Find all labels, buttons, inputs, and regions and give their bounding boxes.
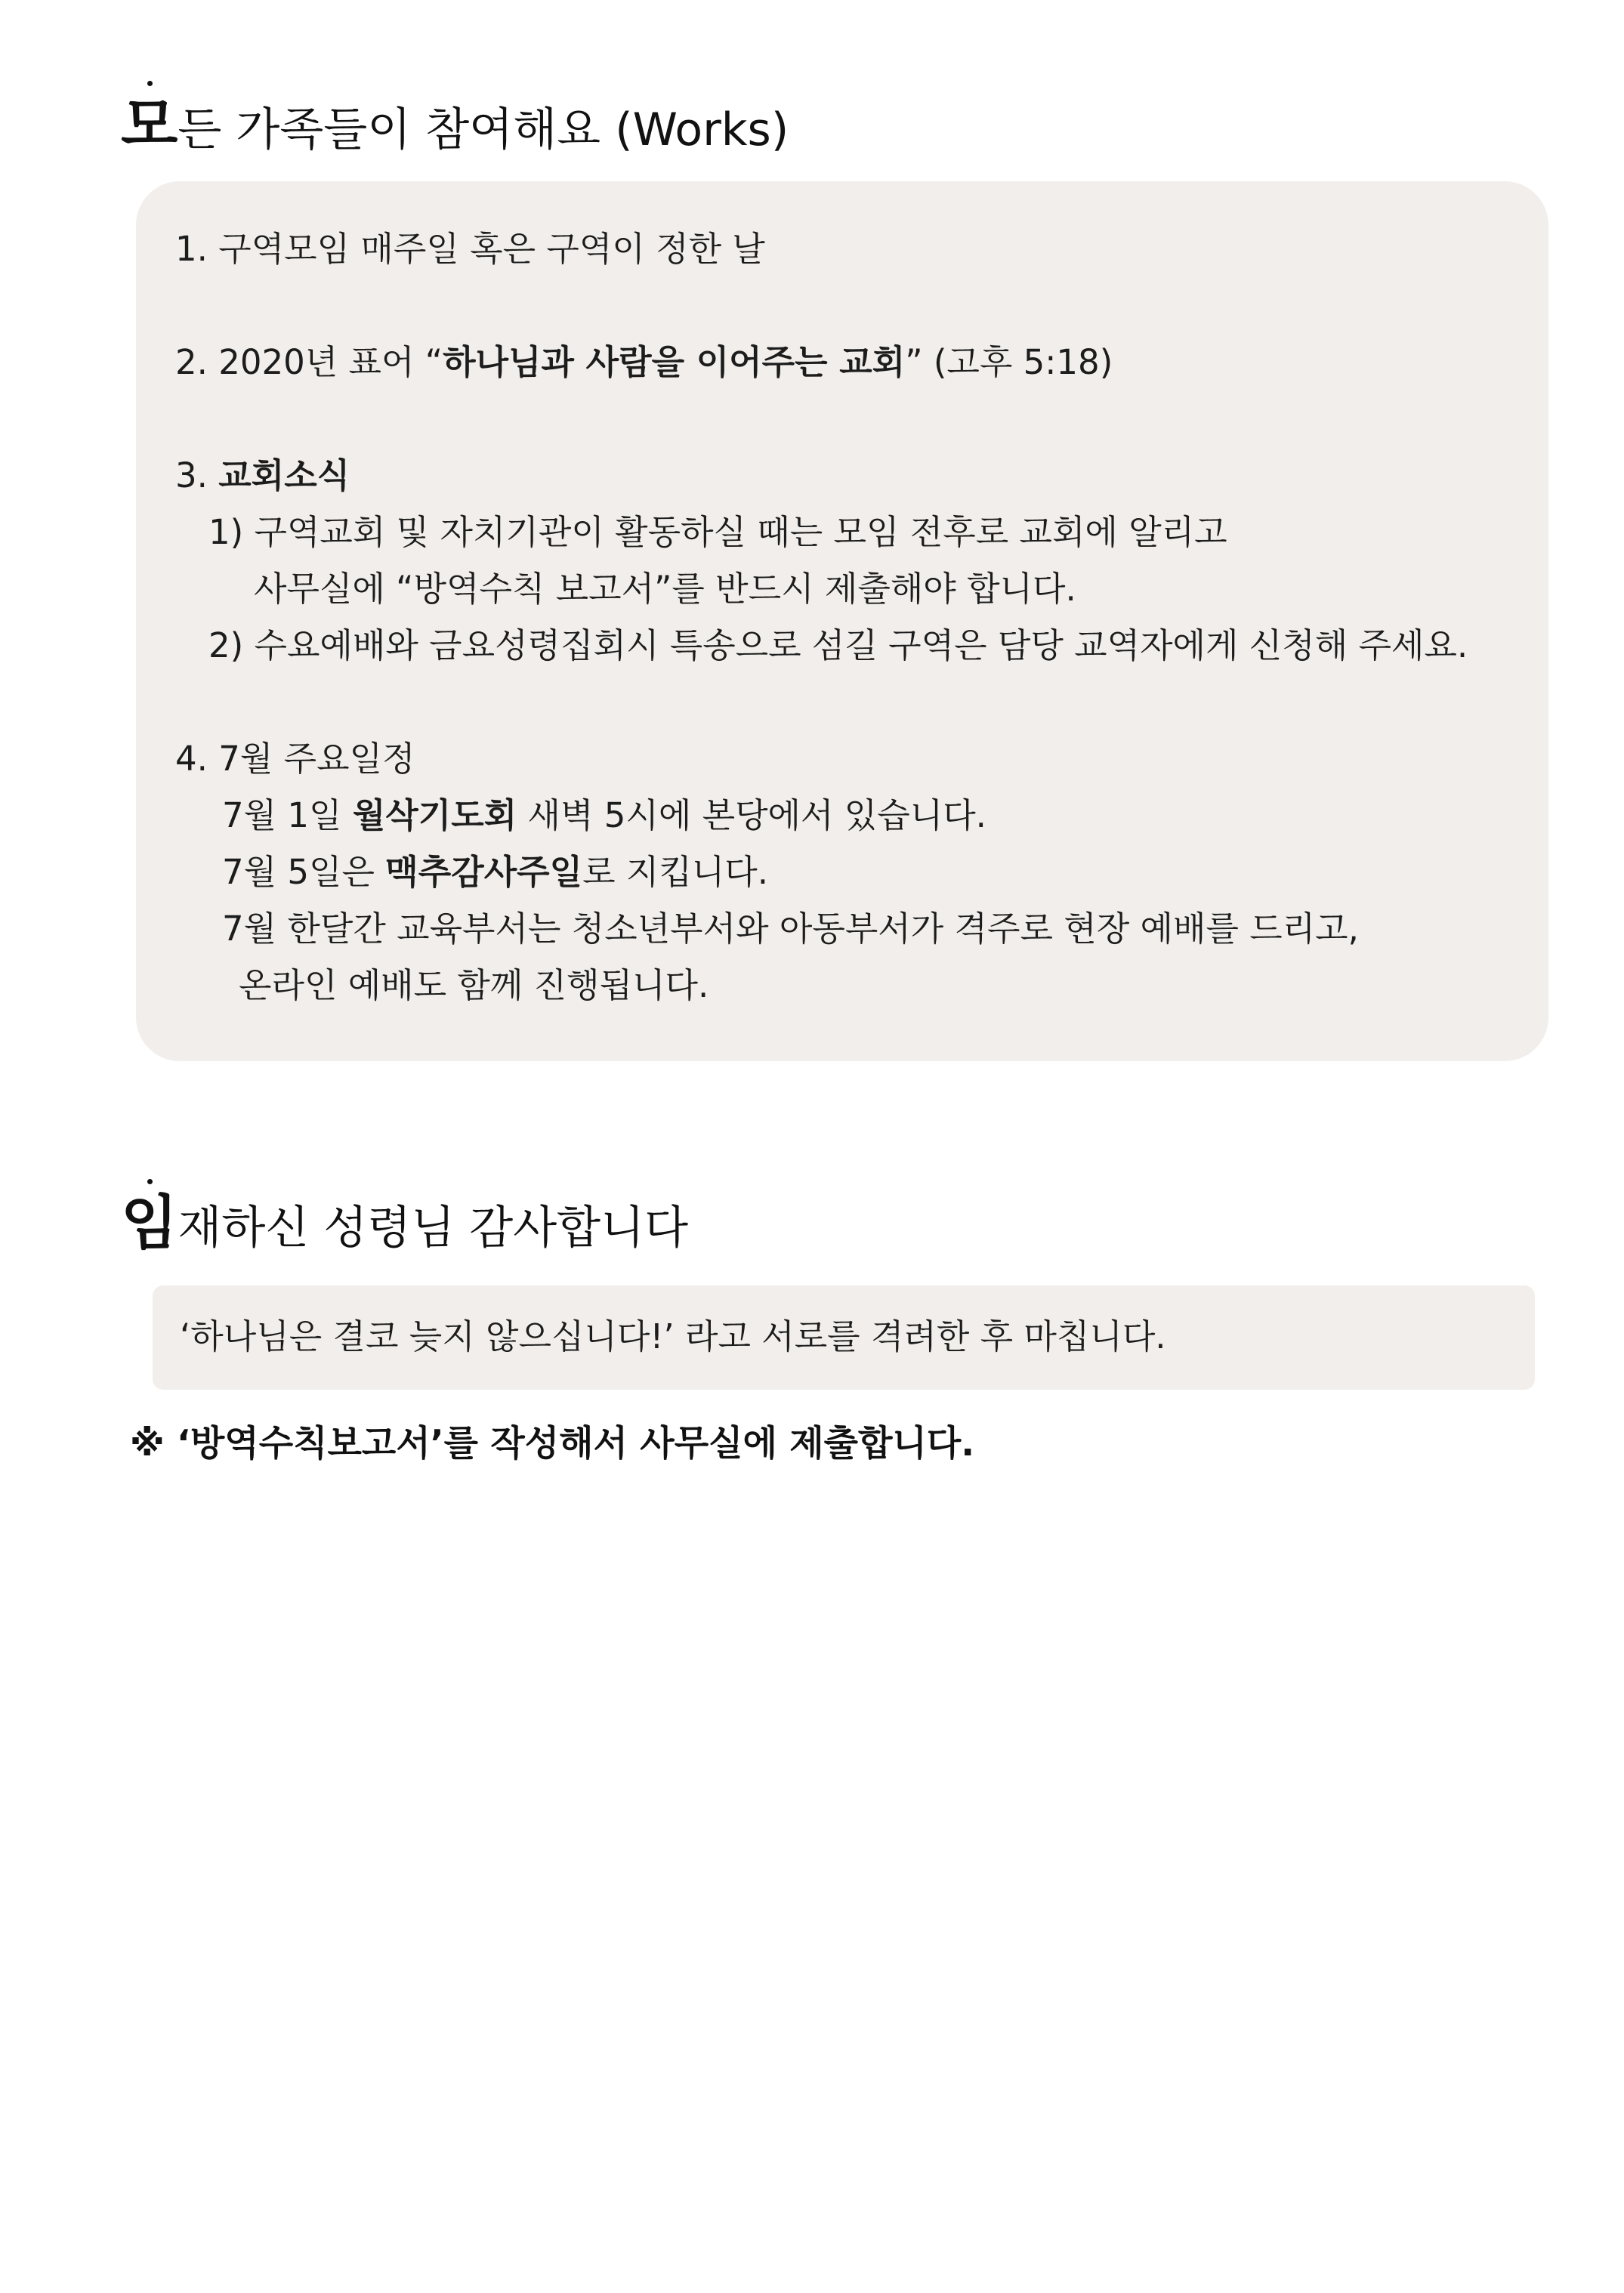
emphasis-dot	[147, 81, 153, 86]
title-initial	[121, 91, 178, 159]
item-2: 2. 2020년 표어 “하나님과 사람을 이어주는 교회” (고후 5:18)	[175, 342, 1113, 382]
item-1: 1. 구역모임 매주일 혹은 구역이 정한 날	[175, 229, 765, 269]
item-4-line3: 7월 한달간 교육부서는 청소년부서와 아동부서가 격주로 현장 예배를 드리고,	[222, 909, 1359, 949]
title-initial-char: 임	[121, 1190, 178, 1258]
emphasis-dot	[147, 1179, 153, 1184]
item-3-sub2: 2) 수요예배와 금요성령집회시 특송으로 섬길 구역은 담당 교역자에게 신청해 주세요.	[208, 625, 1468, 665]
title-initial	[121, 1190, 178, 1258]
title-rest: 든 가족들이 참여해요 (Works)	[178, 103, 789, 156]
title-rest: 재하신 성령님 감사합니다	[178, 1202, 689, 1255]
submission-note: ※ ‘방역수칙보고서’를 작성해서 사무실에 제출합니다.	[130, 1423, 975, 1464]
item-3-title: 3. 교회소식	[175, 455, 350, 495]
motto: 하나님과 사람을 이어주는 교회	[443, 342, 906, 382]
title-initial-char: 모	[121, 91, 178, 159]
item-3-sub1-line1: 1) 구역교회 및 자치기관이 활동하실 때는 모임 전후로 교회에 알리고	[208, 512, 1227, 552]
section-spirit-title	[121, 1190, 689, 1258]
item-4-title: 4. 7월 주요일정	[175, 739, 415, 779]
item-4-line4: 온라인 예배도 함께 진행됩니다.	[239, 965, 709, 1005]
item-3-sub1-line2: 사무실에 “방역수칙 보고서”를 반드시 제출해야 합니다.	[254, 569, 1076, 609]
item-4-line1: 7월 1일 월삭기도회 새벽 5시에 본당에서 있습니다.	[222, 795, 986, 835]
section-works-title	[121, 91, 789, 160]
closing-quote: ‘하나님은 결코 늦지 않으십니다!’ 라고 서로를 격려한 후 마칩니다.	[180, 1316, 1166, 1356]
item-4-line2: 7월 5일은 맥추감사주일로 지킵니다.	[222, 852, 769, 892]
